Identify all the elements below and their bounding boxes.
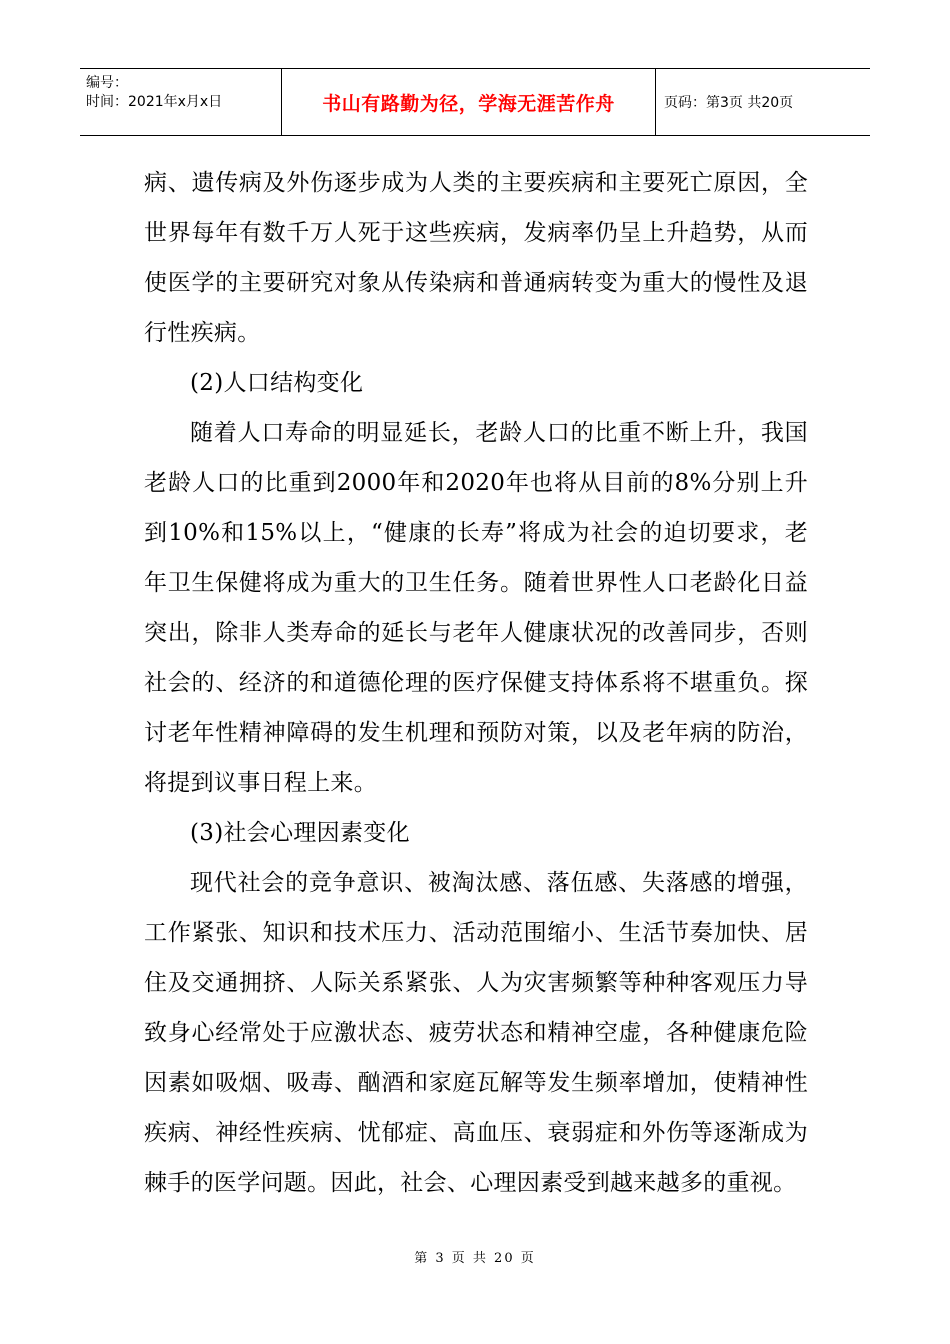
page-footer: 第 3 页 共 20 页 bbox=[414, 1251, 536, 1266]
header-meta-cell bbox=[80, 69, 282, 135]
paragraph-social: 现代社会的竞争意识、被淘汰感、落伍感、失落感的增强，工作紧张、知识和技术压力、活动范围缩小、生活节奏加快、居住及交通拥挤、人际关系紧张、人为灾害频繁等种种客观压力导致身心经常处于应激状态、疲劳状态和精神空虚，各种健康危险因素如吸烟、吸毒、酗酒和家庭瓦解等发生频率增加，使精神性疾病、神经性疾病、忧郁症、高血压、衰弱症和外伤等逐渐成为棘手的医学问题。因此，社会、心理因素受到越来越多的重视。 bbox=[144, 870, 808, 1196]
motto-text: 书山有路勤为径，学海无涯苦作舟 bbox=[322, 92, 615, 115]
section-heading-social: (3)社会心理因素变化 bbox=[190, 820, 410, 846]
code-label: 编号： bbox=[86, 75, 128, 91]
header-motto-cell bbox=[282, 69, 656, 135]
page-info: 页码：第3页 共20页 bbox=[664, 95, 794, 111]
paragraph-continuation: 病、遗传病及外伤逐步成为人类的主要疾病和主要死亡原因，全世界每年有数千万人死于这些疾病，发病率仍呈上升趋势，从而使医学的主要研究对象从传染病和普通病转变为重大的慢性及退行性疾病。 bbox=[144, 170, 808, 346]
date-label: 时间：2021年x月x日 bbox=[86, 94, 223, 110]
paragraph-population: 随着人口寿命的明显延长，老龄人口的比重不断上升，我国老龄人口的比重到2000年和2020年也将从目前的8%分别上升到10%和15%以上，“健康的长寿”将成为社会的迫切要求，老年卫生保健将成为重大的卫生任务。随着世界性人口老龄化日益突出，除非人类寿命的延长与老年人健康状况的改善同步，否则社会的、经济的和道德伦理的医疗保健支持体系将不堪重负。探讨老年性精神障碍的发生机理和预防对策，以及老年病的防治，将提到议事日程上来。 bbox=[144, 420, 808, 796]
document-header bbox=[80, 68, 870, 136]
header-page-cell bbox=[656, 69, 870, 135]
section-heading-population: (2)人口结构变化 bbox=[190, 370, 364, 396]
document-body bbox=[144, 158, 808, 1208]
